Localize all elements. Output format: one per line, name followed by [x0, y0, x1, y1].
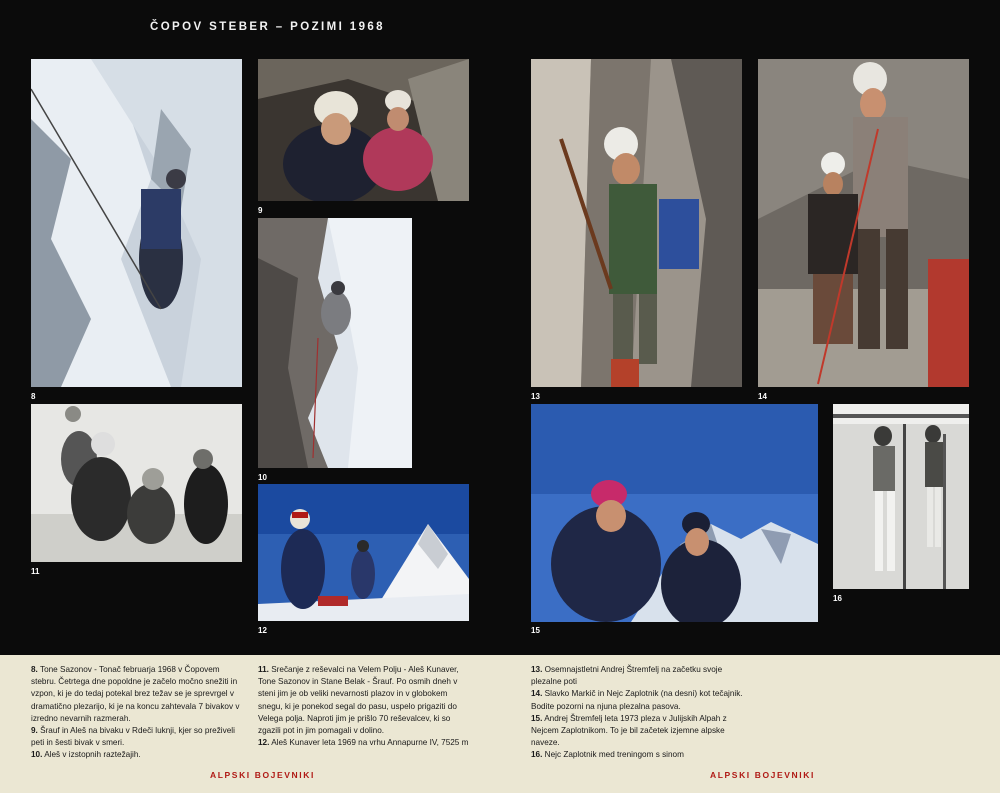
- photo-10-number: 10: [258, 473, 267, 482]
- caption-15: 15. Andrej Štremfelj leta 1973 pleza v Julijskih Alpah z Nejcem Zaplotnikom. To je bil začetek izjemne alpske naveze.: [531, 713, 727, 748]
- caption-16: 16. Nejc Zaplotnik med treningom s sinom: [531, 750, 684, 760]
- footer-right-running-title: ALPSKI BOJEVNIKI: [710, 770, 815, 780]
- photo-13-young-climber: [531, 59, 742, 387]
- photo-12-annapurna: [258, 484, 469, 621]
- page-header-title: ČOPOV STEBER – POZIMI 1968: [150, 21, 385, 33]
- photo-10-exit-pitches: [258, 218, 412, 468]
- photo-8-winter-climber: [31, 59, 242, 387]
- photo-16-number: 16: [833, 594, 842, 603]
- photo-14-two-climbers: [758, 59, 969, 387]
- photo-9-bivouac: [258, 59, 469, 201]
- caption-9: 9. Šrauf in Aleš na bivaku v Rdeči luknji, kjer so preživeli peti in šesti bivak v smeri.: [31, 726, 235, 748]
- footer-left-running-title: ALPSKI BOJEVNIKI: [210, 770, 315, 780]
- photo-15-number: 15: [531, 626, 540, 635]
- caption-10: 10. Aleš v izstopnih raztežajih.: [31, 750, 141, 760]
- caption-14: 14. Slavko Markič in Nejc Zaplotnik (na desni) kot tečajnik. Bodite pozorni na njuna plezalna pasova.: [531, 689, 743, 711]
- caption-column-middle: [258, 664, 473, 749]
- photo-12-number: 12: [258, 626, 267, 635]
- photo-14-number: 14: [758, 392, 767, 401]
- caption-11: 11. Srečanje z reševalci na Velem Polju - Aleš Kunaver, Tone Sazonov in Stane Belak - Šrauf. Po osmih dneh v steni jim je ob veliki nevarnosti plazov in v globokem snegu, ki je ponekod segal do pasu, uspelo prigaziti do Velega polja. Naproti jim je prišlo 70 reševalcev, ki so zgazili pot in jim pomagali v dolino.: [258, 665, 459, 736]
- caption-13: 13. Osemnajstletni Andrej Štremfelj na začetku svoje plezalne poti: [531, 665, 723, 687]
- caption-column-left: [31, 664, 241, 762]
- photo-15-julian-alps: [531, 404, 818, 622]
- caption-8: 8. Tone Sazonov - Tonač februarja 1968 v Čopovem stebru. Četrtega dne popoldne je začelo močno snežiti in vzpon, ki je do tedaj potekal brez težav se je sprevrgel v dramatično plezarijo, ki je na koncu zahtevala 7 bivakov v izredno nevarnih razmerah.: [31, 665, 240, 723]
- photo-9-number: 9: [258, 206, 263, 215]
- photo-11-rescuers-meeting: [31, 404, 242, 562]
- photo-16-training: [833, 404, 969, 589]
- photo-13-number: 13: [531, 392, 540, 401]
- photo-8-number: 8: [31, 392, 36, 401]
- caption-column-right: [531, 664, 753, 762]
- photo-11-number: 11: [31, 567, 40, 576]
- caption-12: 12. Aleš Kunaver leta 1969 na vrhu Annapurne IV, 7525 m: [258, 738, 469, 748]
